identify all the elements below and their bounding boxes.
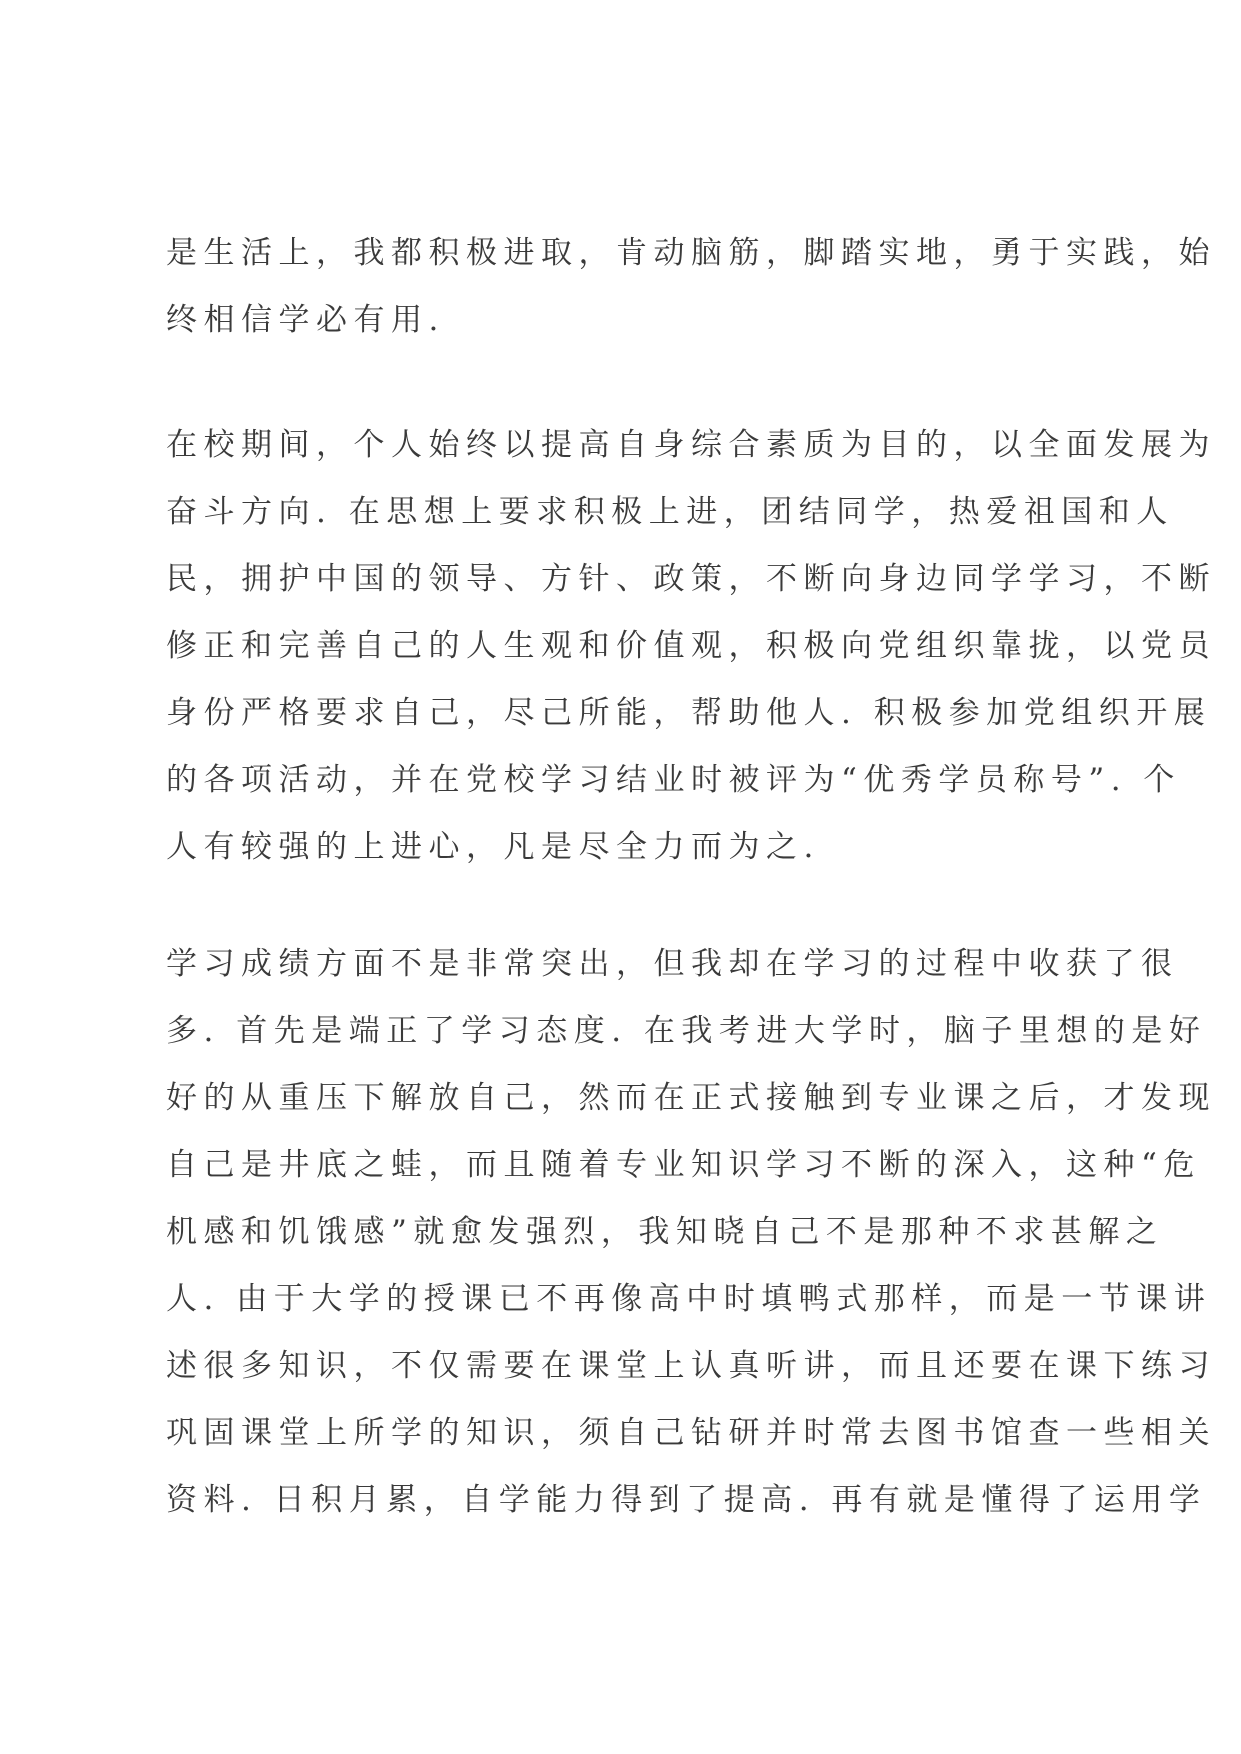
text-line: 身份严格要求自己，尽己所能，帮助他人. 积极参加党组织开展 [166,695,1212,731]
text-line: 修正和完善自己的人生观和价值观，积极向党组织靠拢，以党员 [166,628,1216,664]
text-line: 多. 首先是端正了学习态度. 在我考进大学时，脑子里想的是好 [166,1013,1207,1049]
text-line: 终相信学必有用. [166,302,445,338]
text-line: 奋斗方向. 在思想上要求积极上进，团结同学，热爱祖国和人 [166,494,1174,530]
paragraph [166,931,1216,1534]
text-line: 好的从重压下解放自己，然而在正式接触到专业课之后，才发现 [166,1080,1216,1116]
text-line: 的各项活动，并在党校学习结业时被评为“优秀学员称号”. 个 [166,762,1181,798]
text-line: 资料. 日积月累，自学能力得到了提高. 再有就是懂得了运用学 [166,1482,1207,1518]
text-line: 学习成绩方面不是非常突出，但我却在学习的过程中收获了很 [166,946,1179,982]
paragraph [166,412,1216,881]
text-line: 机感和饥饿感”就愈发强烈，我知晓自己不是那种不求甚解之 [166,1214,1164,1250]
text-line: 述很多知识，不仅需要在课堂上认真听讲，而且还要在课下练习 [166,1348,1216,1384]
text-line: 是生活上，我都积极进取，肯动脑筋，脚踏实地，勇于实践，始 [166,235,1216,271]
text-line: 在校期间，个人始终以提高自身综合素质为目的，以全面发展为 [166,427,1216,463]
text-line: 民，拥护中国的领导、方针、政策，不断向身边同学学习，不断 [166,561,1216,597]
text-line: 巩固课堂上所学的知识，须自己钻研并时常去图书馆查一些相关 [166,1415,1216,1451]
text-line: 自己是井底之蛙，而且随着专业知识学习不断的深入，这种“危 [166,1147,1201,1183]
text-line: 人. 由于大学的授课已不再像高中时填鸭式那样，而是一节课讲 [166,1281,1212,1317]
text-line: 人有较强的上进心，凡是尽全力而为之. [166,829,820,865]
paragraph [166,220,1216,354]
